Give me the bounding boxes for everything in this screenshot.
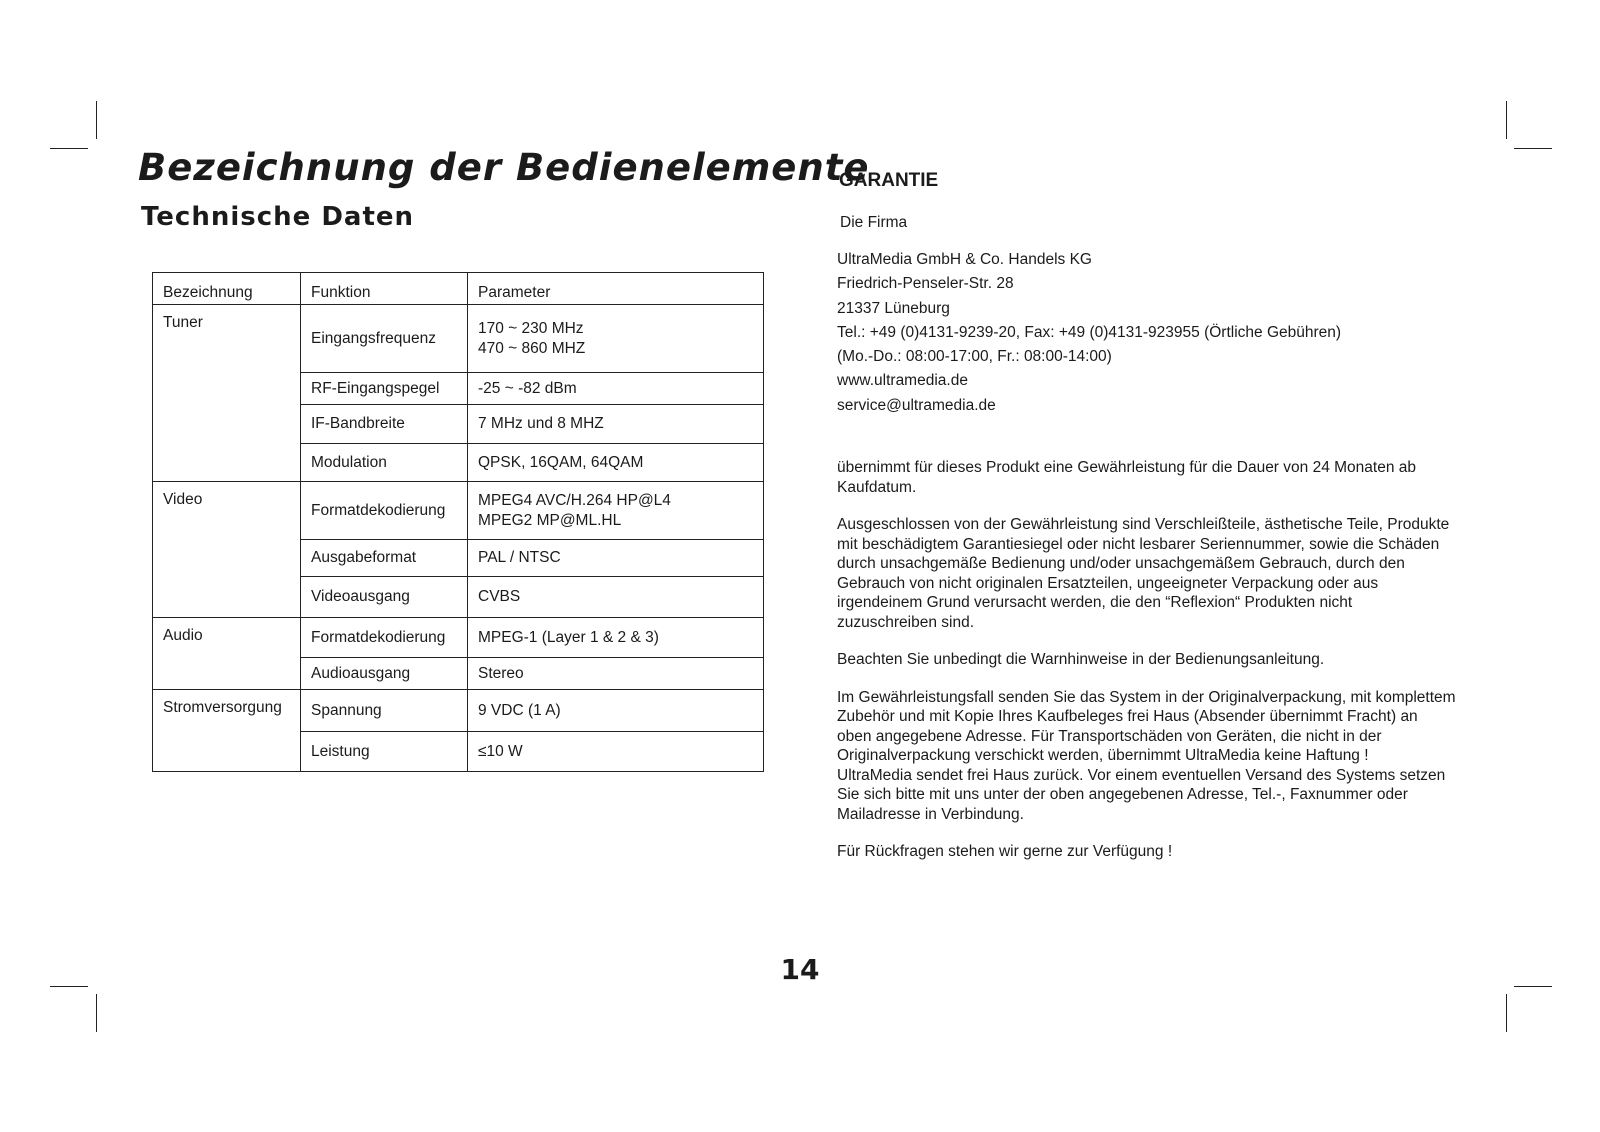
paragraph-line: Originalverpackung verschickt werden, übernimmt UltraMedia keine Haftung ! bbox=[837, 747, 1369, 765]
paragraph-line: durch unsachgemäße Bedienung und/oder unsachgemäßem Gebrauch, durch den bbox=[837, 555, 1405, 573]
address-line: UltraMedia GmbH & Co. Handels KG bbox=[837, 251, 1092, 268]
group-cell: Stromversorgung bbox=[153, 690, 301, 772]
address-line: (Mo.-Do.: 08:00-17:00, Fr.: 08:00-14:00) bbox=[837, 348, 1112, 366]
parameter-cell bbox=[468, 618, 764, 658]
paragraph-line: mit beschädigtem Garantiesiegel oder nicht lesbarer Seriennummer, sowie die Schäden bbox=[837, 535, 1440, 553]
paragraph-line: zuzuschreiben sind. bbox=[837, 613, 974, 631]
paragraph-line: Mailadresse in Verbindung. bbox=[837, 805, 1024, 823]
function-cell: IF-Bandbreite bbox=[301, 405, 468, 444]
parameter-cell bbox=[468, 732, 764, 772]
function-cell: RF-Eingangspegel bbox=[301, 373, 468, 405]
function-cell: Formatdekodierung bbox=[301, 618, 468, 658]
function-cell: Spannung bbox=[301, 690, 468, 732]
guarantee-section bbox=[837, 170, 1497, 880]
paragraph-line: Im Gewährleistungsfall senden Sie das System in der Originalverpackung, mit komplettem bbox=[837, 688, 1456, 706]
parameter-line: 9 VDC (1 A) bbox=[478, 701, 561, 719]
column-header: Parameter bbox=[468, 273, 764, 305]
parameter-cell bbox=[468, 658, 764, 690]
paragraph-line: Ausgeschlossen von der Gewährleistung sind Verschleißteile, ästhetische Teile, Produkte bbox=[837, 516, 1450, 534]
column-header: Bezeichnung bbox=[153, 273, 301, 305]
paragraph-line: Kaufdatum. bbox=[837, 478, 917, 496]
paragraph-line: oben angegebene Adresse. Für Transportschäden von Geräten, die nicht in der bbox=[837, 727, 1382, 745]
section-title: Technische Daten bbox=[141, 202, 415, 232]
group-cell: Video bbox=[153, 482, 301, 618]
parameter-cell bbox=[468, 373, 764, 405]
parameter-cell bbox=[468, 444, 764, 482]
parameter-line: MPEG4 AVC/H.264 HP@L4 bbox=[478, 491, 671, 509]
function-cell: Modulation bbox=[301, 444, 468, 482]
function-cell: Formatdekodierung bbox=[301, 482, 468, 540]
page-number: 14 bbox=[780, 953, 820, 986]
parameter-line: PAL / NTSC bbox=[478, 549, 561, 566]
group-cell: Tuner bbox=[153, 305, 301, 482]
guarantee-paragraph bbox=[837, 842, 1497, 862]
paragraph-line: irgendeinem Grund verursacht werden, die den “Reflexion“ Produkten nicht bbox=[837, 594, 1353, 612]
guarantee-paragraph bbox=[837, 688, 1497, 825]
crop-mark bbox=[1514, 148, 1552, 149]
function-cell: Leistung bbox=[301, 732, 468, 772]
parameter-cell bbox=[468, 690, 764, 732]
address-line: Tel.: +49 (0)4131-9239-20, Fax: +49 (0)4131-923955 (Örtliche Gebühren) bbox=[837, 323, 1342, 341]
parameter-line: ≤10 W bbox=[478, 742, 523, 760]
company-address bbox=[837, 248, 1497, 418]
parameter-line: 170 ~ 230 MHz bbox=[478, 319, 584, 337]
function-cell: Ausgabeformat bbox=[301, 540, 468, 577]
parameter-line: CVBS bbox=[478, 588, 521, 605]
table-row bbox=[153, 305, 764, 373]
crop-mark bbox=[50, 986, 88, 987]
crop-mark bbox=[1506, 101, 1507, 139]
group-cell: Audio bbox=[153, 618, 301, 690]
address-line: www.ultramedia.de bbox=[837, 372, 968, 390]
address-line: 21337 Lüneburg bbox=[837, 299, 950, 317]
crop-mark bbox=[96, 994, 97, 1032]
parameter-line: -25 ~ -82 dBm bbox=[478, 379, 577, 397]
table-row bbox=[153, 618, 764, 658]
paragraph-line: Gebrauch von nicht originalen Ersatzteilen, ungeeigneter Verpackung oder aus bbox=[837, 574, 1379, 592]
paragraph-line: Sie sich bitte mit uns unter der oben angegebenen Adresse, Tel.-, Faxnummer oder bbox=[837, 786, 1408, 804]
parameter-line: QPSK, 16QAM, 64QAM bbox=[478, 453, 644, 471]
crop-mark bbox=[1514, 986, 1552, 987]
address-line: service@ultramedia.de bbox=[837, 396, 996, 414]
guarantee-text bbox=[837, 458, 1497, 862]
table-row bbox=[153, 482, 764, 540]
paragraph-line: UltraMedia sendet frei Haus zurück. Vor einem eventuellen Versand des Systems setzen bbox=[837, 766, 1446, 784]
page-title: Bezeichnung der Bedienelemente bbox=[138, 146, 870, 189]
paragraph-line: Zubehör und mit Kopie Ihres Kaufbeleges frei Haus (Absender übernimmt Fracht) an bbox=[837, 708, 1418, 726]
address-line: Friedrich-Penseler-Str. 28 bbox=[837, 275, 1014, 293]
parameter-line: MPEG2 MP@ML.HL bbox=[478, 511, 622, 529]
function-cell: Audioausgang bbox=[301, 658, 468, 690]
parameter-cell bbox=[468, 405, 764, 444]
paragraph-line: Beachten Sie unbedingt die Warnhinweise in der Bedienungsanleitung. bbox=[837, 651, 1325, 669]
table-header-row bbox=[153, 273, 764, 305]
guarantee-paragraph bbox=[837, 458, 1497, 497]
crop-mark bbox=[96, 101, 97, 139]
column-header: Funktion bbox=[301, 273, 468, 305]
parameter-cell bbox=[468, 482, 764, 540]
parameter-line: 7 MHz und 8 MHZ bbox=[478, 415, 604, 432]
spec-table bbox=[152, 272, 764, 772]
crop-mark bbox=[1506, 994, 1507, 1032]
parameter-line: Stereo bbox=[478, 664, 524, 682]
guarantee-title: GARANTIE bbox=[839, 170, 939, 191]
guarantee-paragraph bbox=[837, 515, 1497, 632]
parameter-cell bbox=[468, 305, 764, 373]
paragraph-line: Für Rückfragen stehen wir gerne zur Verfügung ! bbox=[837, 843, 1173, 861]
function-cell: Videoausgang bbox=[301, 577, 468, 618]
parameter-line: 470 ~ 860 MHZ bbox=[478, 339, 586, 357]
table-row bbox=[153, 690, 764, 732]
guarantee-intro: Die Firma bbox=[840, 214, 908, 231]
parameter-line: MPEG-1 (Layer 1 & 2 & 3) bbox=[478, 628, 659, 646]
parameter-cell bbox=[468, 577, 764, 618]
paragraph-line: übernimmt für dieses Produkt eine Gewährleistung für die Dauer von 24 Monaten ab bbox=[837, 459, 1416, 477]
function-cell: Eingangsfrequenz bbox=[301, 305, 468, 373]
guarantee-paragraph bbox=[837, 650, 1497, 670]
parameter-cell bbox=[468, 540, 764, 577]
crop-mark bbox=[50, 148, 88, 149]
